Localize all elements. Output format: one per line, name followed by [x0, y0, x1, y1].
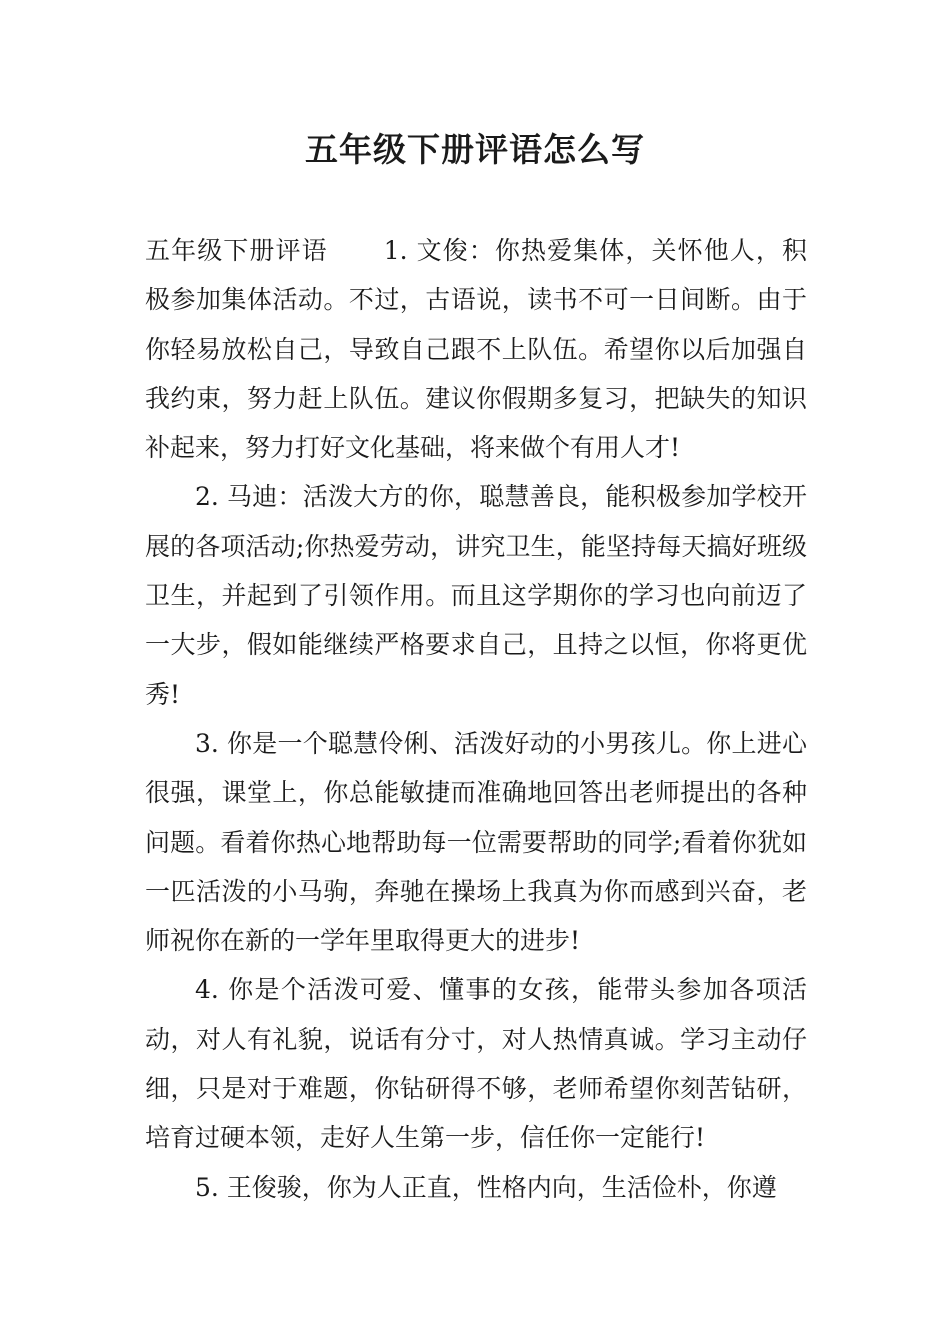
document-body — [145, 226, 807, 1212]
paragraph-2: 2. 马迪：活泼大方的你，聪慧善良，能积极参加学校开展的各项活动;你热爱劳动，讲究卫生，能坚持每天搞好班级卫生，并起到了引领作用。而且这学期你的学习也向前迈了一大步，假如能继续严格要求自己，且持之以恒，你将更优秀! — [145, 482, 807, 709]
lead-label: 五年级下册评语 — [145, 236, 328, 265]
document-title: 五年级下册评语怎么写 — [305, 130, 645, 169]
paragraph-3: 3. 你是一个聪慧伶俐、活泼好动的小男孩儿。你上进心很强，课堂上，你总能敏捷而准确地回答出老师提出的各种问题。看着你热心地帮助每一位需要帮助的同学;看着你犹如一匹活泼的小马驹，奔驰在操场上我真为你而感到兴奋，老师祝你在新的一学年里取得更大的进步! — [145, 728, 807, 956]
paragraph-4: 4. 你是个活泼可爱、懂事的女孩，能带头参加各项活动，对人有礼貌，说话有分寸，对人热情真诚。学习主动仔细，只是对于难题，你钻研得不够，老师希望你刻苦钻研，培育过硬本领，走好人生第一步，信任你一定能行! — [145, 975, 807, 1153]
paragraph-5: 5. 王俊骏，你为人正直，性格内向，生活俭朴，你遵 — [195, 1172, 777, 1202]
paragraph-text: 1. 文俊：你热爱集体，关怀他人，积极参加集体活动。不过，古语说，读书不可一日间断。由于你轻易放松自己，导致自己跟不上队伍。希望你以后加强自我约束，努力赶上队伍。建议你假期多复习，把缺失的知识补起来，努力打好文化基础，将来做个有用人才! — [145, 236, 807, 463]
paragraph-1 — [145, 226, 807, 472]
